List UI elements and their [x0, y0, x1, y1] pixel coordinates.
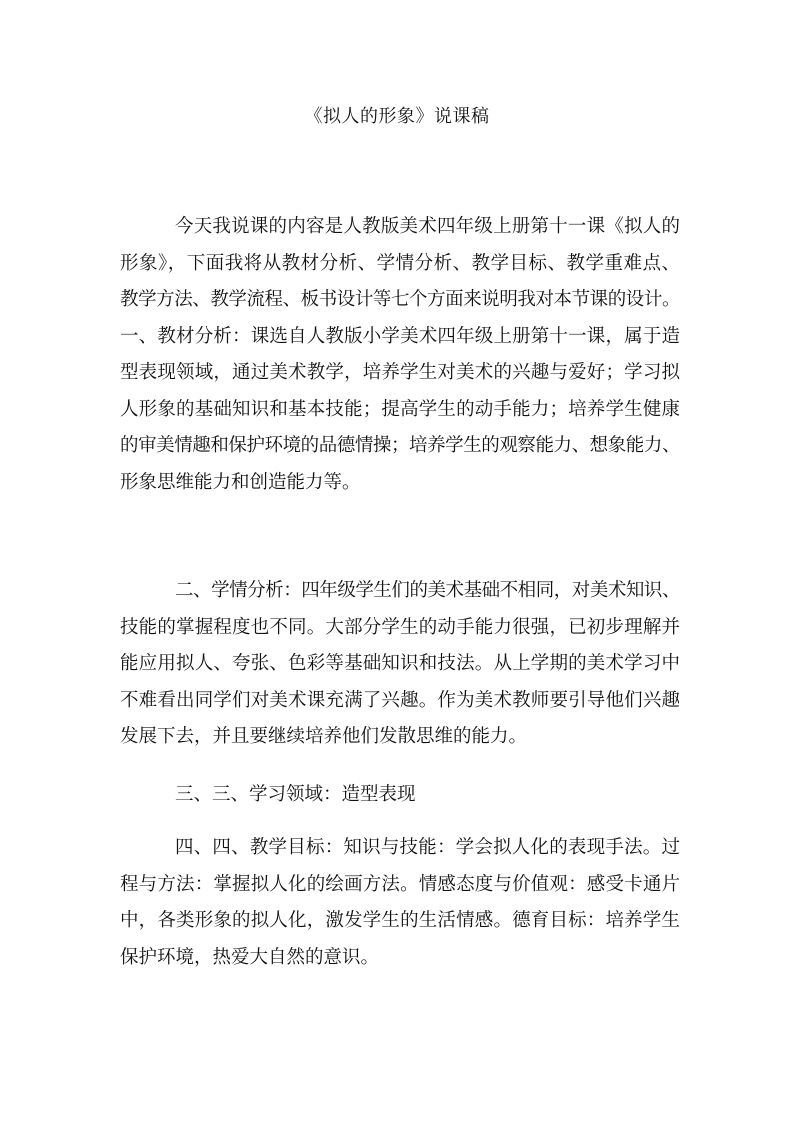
- text-line: 技能的掌握程度也不同。大部分学生的动手能力很强，已初步理解并: [120, 616, 680, 638]
- document-title: 《拟人的形象》说课稿: [304, 106, 490, 127]
- text-line: 发展下去，并且要继续培养他们发散思维的能力。: [120, 726, 528, 747]
- text-line: 程与方法：掌握拟人化的绘画方法。情感态度与价值观：感受卡通片: [120, 873, 680, 895]
- text-line: 能应用拟人、夸张、色彩等基础知识和技法。从上学期的美术学习中: [120, 653, 680, 674]
- paragraph-learning-field: [120, 777, 680, 814]
- text-line: 形象思维能力和创造能力等。: [120, 471, 361, 493]
- text-line: 一、教材分析：课选自人教版小学美术四年级上册第十一课，属于造: [120, 325, 680, 347]
- text-line: 保护环境，热爱大自然的意识。: [120, 946, 380, 968]
- paragraph-intro-textbook-analysis: [120, 209, 680, 501]
- text-line: 今天我说课的内容是人教版美术四年级上册第十一课《拟人的: [175, 216, 680, 237]
- text-line: 人形象的基础知识和基本技能；提高学生的动手能力；培养学生健康: [120, 398, 680, 420]
- text-line: 型表现领域，通过美术教学，培养学生对美术的兴趣与爱好；学习拟: [120, 362, 680, 383]
- text-line: 的审美情趣和保护环境的品德情操；培养学生的观察能力、想象能力、: [120, 435, 680, 456]
- paragraph-teaching-objectives: [120, 830, 680, 976]
- text-line: 二、学情分析：四年级学生们的美术基础不相同，对美术知识、: [175, 580, 680, 601]
- text-line: 中，各类形象的拟人化，激发学生的生活情感。德育目标：培养学生: [120, 910, 680, 931]
- text-line: 形象》，下面我将从教材分析、学情分析、教学目标、教学重难点、: [120, 252, 680, 274]
- paragraph-student-analysis: [120, 573, 680, 756]
- text-line: 四、四、教学目标：知识与技能：学会拟人化的表现手法。过: [175, 837, 680, 858]
- text-line: 不难看出同学们对美术课充满了兴趣。作为美术教师要引导他们兴趣: [120, 689, 680, 711]
- text-line: 教学方法、教学流程、板书设计等七个方面来说明我对本节课的设计。: [120, 289, 680, 310]
- text-line: 三、三、学习领域：造型表现: [175, 784, 416, 805]
